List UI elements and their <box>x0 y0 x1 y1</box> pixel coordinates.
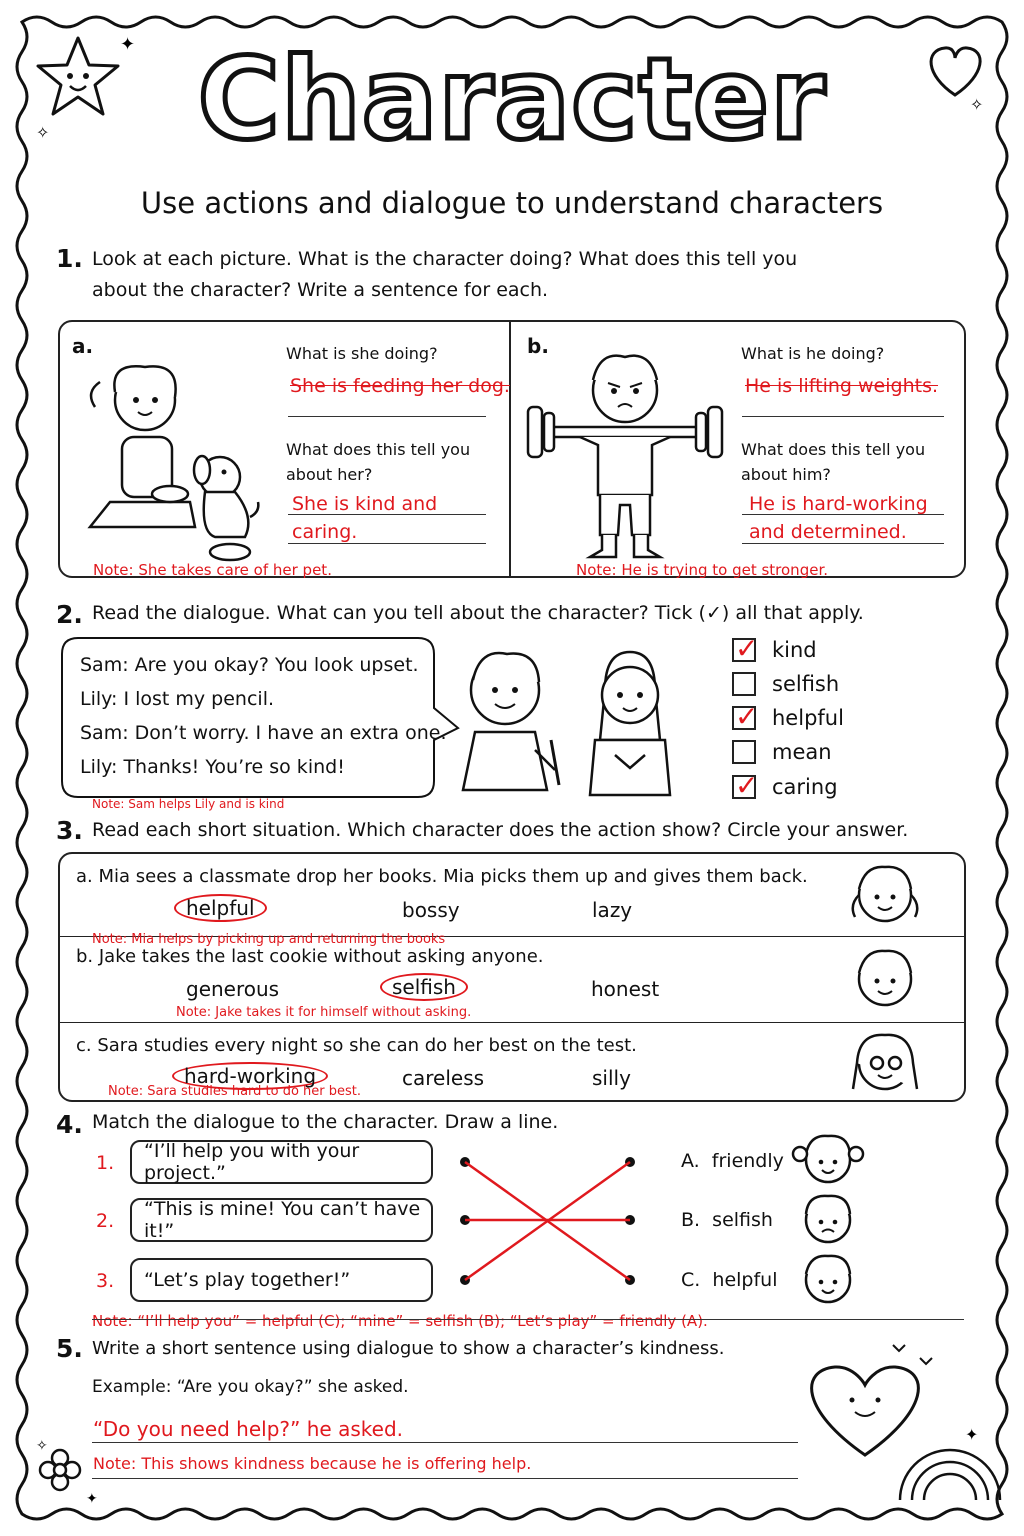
q1-text-line1: Look at each picture. What is the character doing? What does this tell you <box>92 248 798 270</box>
checkbox[interactable] <box>732 700 759 733</box>
q4-rule <box>92 1319 964 1320</box>
q1-divider <box>509 320 511 578</box>
svg-text:✦: ✦ <box>965 1425 979 1444</box>
q5-example: Example: “Are you okay?” she asked. <box>92 1377 409 1397</box>
check-mark-icon: ✓ <box>735 769 759 802</box>
q1a-write-line <box>288 416 486 417</box>
q3-row-divider <box>58 1022 966 1023</box>
q3b-option-honest[interactable]: honest <box>591 977 660 1001</box>
girl-feeding-dog-illustration <box>70 352 270 567</box>
q3b-option-generous[interactable]: generous <box>186 977 280 1001</box>
q1a-question-doing: What is she doing? <box>286 344 438 363</box>
tick-option-label: helpful <box>772 706 844 730</box>
boy-lifting-weights-illustration <box>520 345 730 567</box>
q3b-note: Note: Jake takes it for himself without asking. <box>176 1005 472 1020</box>
match-option-a[interactable]: A. friendly <box>681 1150 784 1172</box>
tick-option-mean[interactable] <box>732 740 832 764</box>
match-number: 3. <box>96 1270 115 1292</box>
q3c-option-silly[interactable]: silly <box>592 1066 631 1090</box>
q3b-option-selfish[interactable]: selfish <box>380 975 468 999</box>
q1a-write-line <box>288 543 486 544</box>
page-subtitle: Use actions and dialogue to understand characters <box>140 186 884 220</box>
star-icon <box>38 38 118 114</box>
q1a-note: Note: She takes care of her pet. <box>93 561 332 579</box>
q3-text: Read each short situation. Which character does the action show? Circle your answer. <box>92 819 909 841</box>
svg-text:✧: ✧ <box>36 123 50 142</box>
q4-note: Note: “I’ll help you” = helpful (C); “mine” = selfish (B); “Let’s play” = friendly (A). <box>92 1312 708 1330</box>
q1-text-line2: about the character? Write a sentence for each. <box>92 279 549 301</box>
svg-text:✦: ✦ <box>120 34 136 55</box>
match-option-c[interactable]: C. helpful <box>681 1269 778 1291</box>
q1a-answer-tell-2[interactable]: caring. <box>292 521 358 543</box>
q1b-write-line <box>742 543 944 544</box>
checkbox[interactable] <box>732 740 756 764</box>
checkbox[interactable] <box>732 632 759 665</box>
svg-text:✦: ✦ <box>86 1491 98 1507</box>
q1a-question-tell-1: What does this tell you <box>286 440 471 459</box>
q1-number: 1. <box>56 244 83 273</box>
q1b-write-line <box>742 514 944 515</box>
tick-option-caring[interactable] <box>732 769 838 802</box>
tick-option-helpful[interactable] <box>732 700 844 733</box>
q1a-question-tell-2: about her? <box>286 465 373 484</box>
q3-number: 3. <box>56 816 83 845</box>
q1b-label: b. <box>527 334 549 358</box>
checkbox[interactable] <box>732 672 756 696</box>
match-dialogue-box[interactable]: “I’ll help you with your project.” <box>130 1140 433 1184</box>
svg-text:✧: ✧ <box>970 95 984 114</box>
tick-option-label: selfish <box>772 672 840 696</box>
q1b-question-tell-2: about him? <box>741 465 831 484</box>
dialogue-line: Sam: Are you okay? You look upset. <box>80 654 419 676</box>
q3a-option-lazy[interactable]: lazy <box>592 898 633 922</box>
q5-text: Write a short sentence using dialogue to show a character’s kindness. <box>92 1338 725 1359</box>
q1a-write-line <box>288 514 486 515</box>
q3-child-faces-illustration <box>845 857 925 1097</box>
tick-option-label: caring <box>772 775 838 799</box>
rainbow-icon <box>900 1450 1000 1500</box>
q1b-answer-tell-1[interactable]: He is hard-working <box>749 493 928 515</box>
q3a-situation: a. Mia sees a classmate drop her books. Mia picks them up and gives them back. <box>76 866 808 887</box>
q1b-question-tell-1: What does this tell you <box>741 440 926 459</box>
q3c-option-hard-working[interactable]: hard-working <box>172 1064 328 1088</box>
q1a-answer-doing[interactable]: She is feeding her dog. <box>290 375 510 397</box>
dialogue-line: Lily: I lost my pencil. <box>80 688 275 710</box>
tick-option-label: kind <box>772 638 817 662</box>
checkbox[interactable] <box>732 769 759 802</box>
q5-answer[interactable]: “Do you need help?” he asked. <box>93 1417 403 1441</box>
dialogue-line: Lily: Thanks! You’re so kind! <box>80 756 345 778</box>
q4-number: 4. <box>56 1110 83 1139</box>
q1a-answer-tell-1[interactable]: She is kind and <box>292 493 438 515</box>
smiling-heart-icon <box>812 1367 919 1455</box>
match-dialogue-box[interactable]: “Let’s play together!” <box>130 1258 433 1302</box>
svg-text:✧: ✧ <box>36 1438 48 1454</box>
q3b-situation: b. Jake takes the last cookie without asking anyone. <box>76 946 544 967</box>
q5-write-line <box>92 1442 798 1443</box>
check-mark-icon: ✓ <box>735 632 759 665</box>
q2-text: Read the dialogue. What can you tell about the character? Tick (✓) all that apply. <box>92 602 864 624</box>
q4-text: Match the dialogue to the character. Draw a line. <box>92 1111 559 1133</box>
q3a-option-bossy[interactable]: bossy <box>402 898 460 922</box>
q2-note: Note: Sam helps Lily and is kind <box>92 797 285 811</box>
q4-child-faces-illustration <box>790 1128 870 1318</box>
q3c-situation: c. Sara studies every night so she can do her best on the test. <box>76 1035 637 1056</box>
match-dialogue-box[interactable]: “This is mine! You can’t have it!” <box>130 1198 433 1242</box>
q5-note: Note: This shows kindness because he is offering help. <box>93 1454 532 1473</box>
q1b-note: Note: He is trying to get stronger. <box>576 561 828 579</box>
match-number: 1. <box>96 1152 115 1174</box>
q3c-option-careless[interactable]: careless <box>402 1066 485 1090</box>
tick-option-selfish[interactable] <box>732 672 839 696</box>
check-mark-icon: ✓ <box>735 700 759 733</box>
q3c-note: Note: Sara studies hard to do her best. <box>108 1084 362 1099</box>
tick-option-label: mean <box>772 740 832 764</box>
flower-icon <box>40 1450 80 1490</box>
match-lines[interactable] <box>440 1140 660 1300</box>
q1b-write-line <box>742 416 944 417</box>
page-title: Character <box>197 35 827 165</box>
dialogue-line: Sam: Don’t worry. I have an extra one. <box>80 722 447 744</box>
q1b-answer-tell-2[interactable]: and determined. <box>749 521 907 543</box>
q1a-label: a. <box>72 334 94 358</box>
q3a-option-helpful[interactable]: helpful <box>174 896 267 920</box>
heart-icon <box>931 48 980 95</box>
q1b-question-doing: What is he doing? <box>741 344 885 363</box>
q5-write-line <box>92 1478 798 1479</box>
match-option-b[interactable]: B. selfish <box>681 1209 773 1231</box>
q1b-answer-doing[interactable]: He is lifting weights. <box>745 375 939 397</box>
sam-and-lily-illustration <box>455 640 680 800</box>
match-number: 2. <box>96 1210 115 1232</box>
tick-option-kind[interactable] <box>732 632 817 665</box>
q3a-note: Note: Mia helps by picking up and returning the books <box>92 932 446 947</box>
q5-number: 5. <box>56 1334 83 1363</box>
q2-number: 2. <box>56 600 83 629</box>
